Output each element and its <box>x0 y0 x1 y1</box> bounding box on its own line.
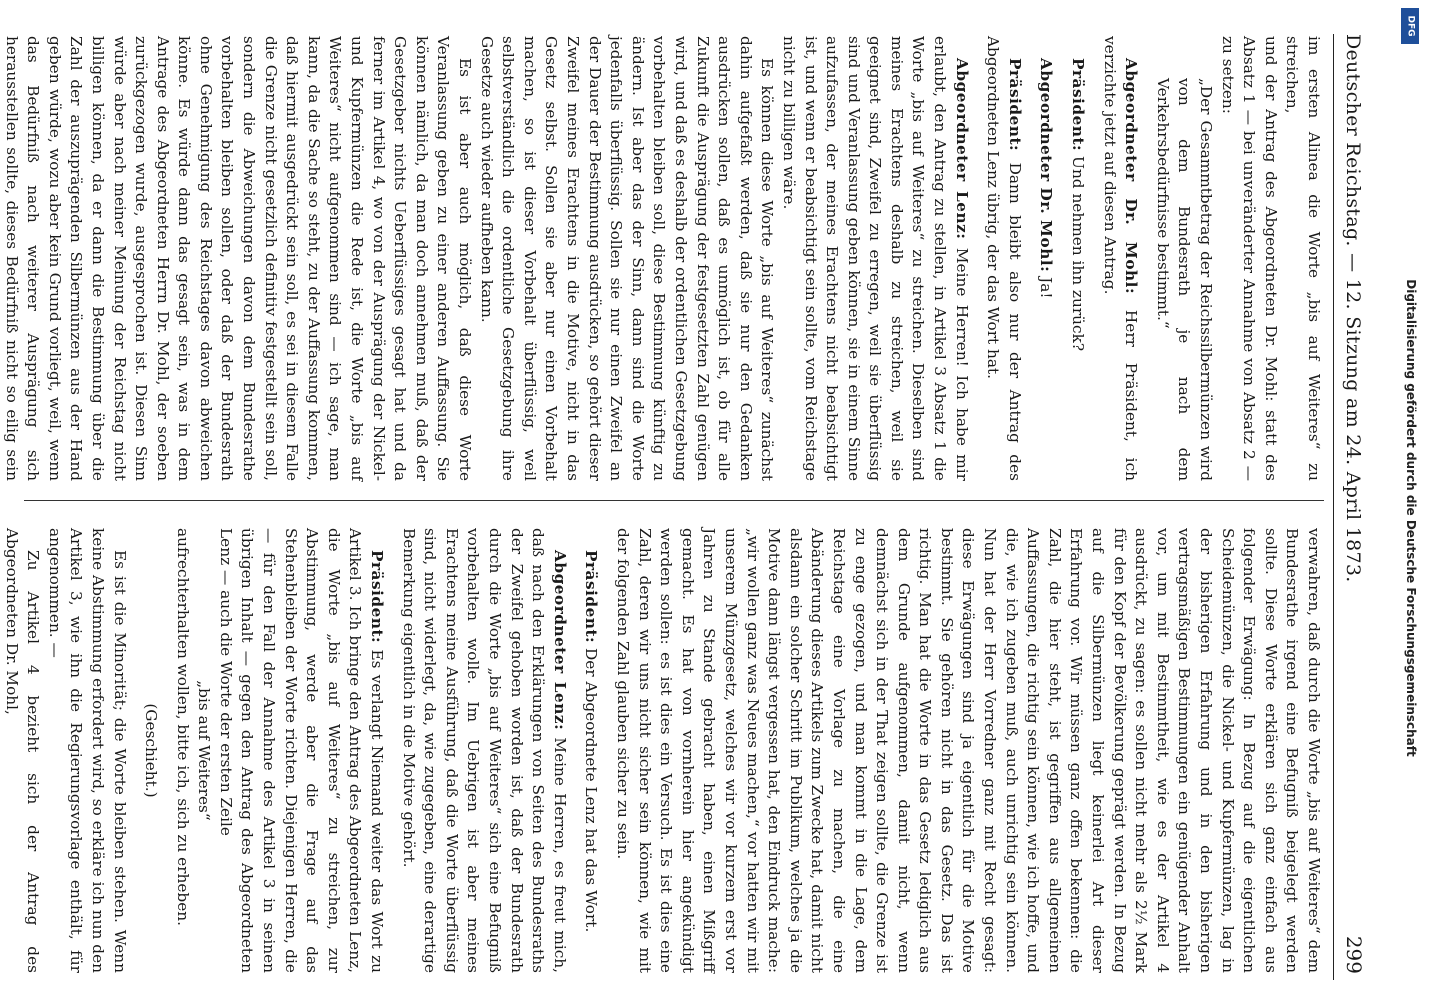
speaker-name: Abgeordneter Lenz: <box>952 58 971 240</box>
paragraph <box>982 36 1025 481</box>
speaker-name: Abgeordneter Lenz: <box>550 550 569 731</box>
speaker-name: Abgeordneter Dr. Mohl: <box>1037 58 1056 273</box>
paragraph-text: und der Antrag des Abgeordneten Dr. Mohl: statt des Absatz 1 — bei unveränderter Annahme von Absatz 2 — zu setzen: <box>1218 36 1280 481</box>
paragraph <box>1151 36 1216 481</box>
paragraph-text: Meine Herren, es freut mich, daß nach den Erklärungen von Seiten des Bundesraths der Zweifel gehoben worden ist, daß der Bundesrath durch die Worte „bis auf Weiteres“ sich eine Befugniß vorbehalten wolle. Im Uebrigen ist aber meines Erachtens meine Ausführung, daß die Worte überflüssig sind, nicht widerlegt, da, wie zugegeben, eine derartige Bemerkung eigentlich in die Motive gehört. <box>399 528 569 973</box>
paragraph-text: Es verlangt Niemand weiter das Wort zu Artikel 3. Ich bringe den Antrag des Abgeordneten Lenz, die Worte „bis auf Weiteres“ zu streichen, zur Abstimmung, werde aber die Frage auf das Stehenbleiben der Worte richten. Diejenigen Herren, die — für den Fall der Annahme des Artikel 3 in seinen übrigen Inhalt — gegen den Antrag des Abgeordneten Lenz — auch die Worte der ersten Zeile <box>216 528 387 973</box>
paragraph-text: Dann bleibt also nur der Antrag des Abgeordneten Lenz übrig, der das Wort hat. <box>984 36 1024 481</box>
paragraph-text: Und nehmen ihn zurück? <box>1069 156 1088 352</box>
paragraph-text: Zu Artikel 4 bezieht sich der Antrag des Abgeordneten Dr. Mohl, <box>2 528 43 973</box>
paragraph-text: Herr Präsident, ich verzichte jetzt auf diesen Antrag. <box>1100 36 1141 481</box>
paragraph-text: aufrechterhalten wollen, bitte ich, sich zu erheben. <box>173 528 192 926</box>
paragraph-text: (Geschieht.) <box>142 703 161 798</box>
speaker-name: Präsident: <box>1069 58 1088 152</box>
column-divider <box>24 500 1324 501</box>
paragraph <box>475 36 777 481</box>
paragraph-text: Der Abgeordnete Lenz hat das Wort. <box>582 648 601 933</box>
running-header <box>1333 34 1372 980</box>
speaker-name: Präsident: <box>368 550 387 644</box>
paragraph-text: im ersten Alinea die Worte „bis auf Weiteres“ zu streichen, <box>1283 36 1323 481</box>
paragraph <box>0 528 43 973</box>
paragraph <box>193 528 215 973</box>
paragraph <box>1098 36 1141 481</box>
page-number: 299 <box>1342 935 1366 974</box>
paragraph-text: „bis auf Weiteres“ <box>195 680 214 821</box>
paragraph <box>214 528 387 973</box>
paragraph <box>611 528 1324 973</box>
paragraph-text: Es ist die Minorität; die Worte bleiben stehen. Wenn keine Abstimmung erfordert wird, so erkläre ich nun den Artikel 3, wie ihn die Regierungsvorlage enthält, für angenommen. — <box>45 528 129 973</box>
paragraph <box>580 528 602 973</box>
running-title: Deutscher Reichstag. — 12. Sitzung am 24. April 1873. <box>1342 34 1364 583</box>
digitization-sidebar <box>1398 8 1422 992</box>
paragraph-text: Es können diese Worte „bis auf Weiteres“ zunächst dahin aufgefaßt werden, daß sie nur den Gedanken ausdrücken sollen, daß es unmöglich ist, ob für alle Zukunft die Ausprägung der festgesetzten Zahl genügen wird, und daß es deshalb der ordentlichen Gesetzgebung vorbehalten bleiben soll, diese Bestimmung künftig zu ändern. Ist aber das der Sinn, dann sind die Worte jedenfalls überflüssig. Sollen sie nur einen Zweifel an der Dauer der Bestimmung ausdrücken, so gehört dieser Zweifel meines Erachtens in die Motive, nicht in das Gesetz selbst. Sollen sie aber nur einen Vorbehalt machen, so ist dieser Vorbehalt überflüssig, weil selbstverständlich die ordentliche Gesetzgebung ihre Gesetze auch wieder aufheben kann. <box>477 36 777 482</box>
paragraph <box>397 528 570 973</box>
paragraph <box>43 528 129 973</box>
speaker-name: Präsident: <box>1005 58 1024 152</box>
paragraph <box>1066 36 1088 481</box>
paragraph <box>140 528 162 973</box>
left-text-column <box>2 36 1324 482</box>
dfg-logo: DFG <box>1401 8 1419 44</box>
paragraph-text: verwahren, daß durch die Worte „bis auf Weiteres“ dem Bundesrathe irgend eine Befugniß beigelegt werden sollte. Diese Worte erklären sich ganz einfach aus folgender Erwägung: In Bezug auf die eigentlichen Scheidemünzen, die Nickel- und Kupfermünzen, lag in der bisherigen Erfahrung und in den bisherigen vertragsmäßigen Bestimmungen ein genügender Anhalt vor, um mit Bestimmtheit, wie es der Artikel 4 ausdrückt, zu sagen: es sollen nicht mehr als 2½ Mark für den Kopf der Bevölkerung geprägt werden. In Bezug auf die Silbermünzen liegt keinerlei Art dieser Erfahrung vor. Wir müssen ganz offen bekennen: die Zahl, die hier steht, ist gegriffen aus allgemeinen Auffassungen, die richtig sein können, wie ich hoffe, und die, wie ich zugeben muß, auch unrichtig sein können. Nun hat der Herr Vorredner ganz mit Recht gesagt: diese Erwägungen sind ja eigentlich für die Motive bestimmt. Sie gehören nicht in das Gesetz. Das ist richtig. Man hat die Worte in das Gesetz lediglich aus dem Grunde aufgenommen, damit nicht, wenn demnächst sich in der That zeigen sollte, die Grenze ist zu enge gezogen, und man kommt in die Lage, dem Reichstage eine Vorlage zu machen, die eine Abänderung dieses Artikels zum Zwecke hat, damit nicht alsdann ein solcher Schritt im Publikum, welches ja die Motive dann längst vergessen hat, den Eindruck mache: „wir wollen ganz was Neues machen,“ vor hatten wir mit unserem Münzgesetz, welches wir vor kurzem erst vor Jahren zu Stande gebracht haben, einen Mißgriff gemacht. Es hat von vornherein hier angekündigt werden sollen: es ist dies ein Versuch. Es ist dies eine Zahl, deren wir uns nicht sicher sein können, wie mit der folgenden Zahl glauben sicher zu sein. <box>614 528 1323 973</box>
paragraph <box>171 528 193 973</box>
paragraph <box>777 36 971 481</box>
paragraph <box>0 36 475 481</box>
speaker-name: Abgeordneter Dr. Mohl: <box>1122 58 1141 295</box>
digitization-notice: Digitalisierung gefördert durch die Deutsche Forschungsgemeinschaft <box>1404 279 1418 757</box>
right-text-column <box>2 528 1324 973</box>
paragraph <box>1035 36 1057 481</box>
paragraph-text: Es ist aber auch möglich, daß diese Worte Veranlassung geben zu einer anderen Auffassung. Sie können nämlich, da man doch annehmen muß, daß der Gesetzgeber nichts Ueberflüssiges gesagt hat und da ferner im Artikel 4, wo von der Ausprägung der Nickel- und Kupfermünzen die Rede ist, die Worte „bis auf Weiteres“ nicht aufgenommen sind — ich sage, man kann, da die Sache so steht, zu der Auffassung kommen, daß hiermit ausgedrückt sein soll, es sei in diesem Falle die Grenze nicht gesetzlich definitiv festgestellt sein soll, sondern die Abweichungen davon dem Bundesrathe vorbehalten bleiben sollen, oder daß der Bundesrath ohne Genehmigung des Reichstages davon abweichen könne. Es würde dann das gesagt sein, was in dem Antrage des Abgeordneten Herrn Dr. Mohl, der soeben zurückgezogen wurde, ausgesprochen ist. Diesen Sinn würde aber nach meiner Meinung der Reichstag nicht billigen können, da er dann die Bestimmung über die Zahl der auszuprägenden Silbermünzen aus der Hand geben würde, wozu aber kein Grund vorliegt, weil, wenn das Bedürfniß nach weiterer Ausprägung sich herausstellen sollte, dieses Bedürfniß nicht so eilig sein <box>2 36 475 481</box>
paragraph-text: „Der Gesammtbetrag der Reichssilbermünzen wird von dem Bundesrath je nach dem Verkehrsbedürfnisse bestimmt.“ <box>1153 78 1216 481</box>
paragraph-text: Ja! <box>1037 277 1056 299</box>
paragraph <box>1281 36 1324 481</box>
speaker-name: Präsident: <box>582 550 601 644</box>
paragraph-text: Meine Herren! Ich habe mir erlaubt, den Antrag zu stellen, in Artikel 3 Absatz 1 die Worte „bis auf Weiteres“ zu streichen. Dieselben sind meines Erachtens deshalb zu streichen, weil sie geeignet sind, Zweifel zu erregen, weil sie überflüssig sind und Veranlassung geben können, sie in einem Sinne aufzufassen, der meines Erachtens nicht beabsichtigt ist, und wenn er beabsichtigt sein sollte, vom Reichstage nicht zu billigen wäre. <box>779 36 971 481</box>
paragraph <box>1216 36 1281 481</box>
